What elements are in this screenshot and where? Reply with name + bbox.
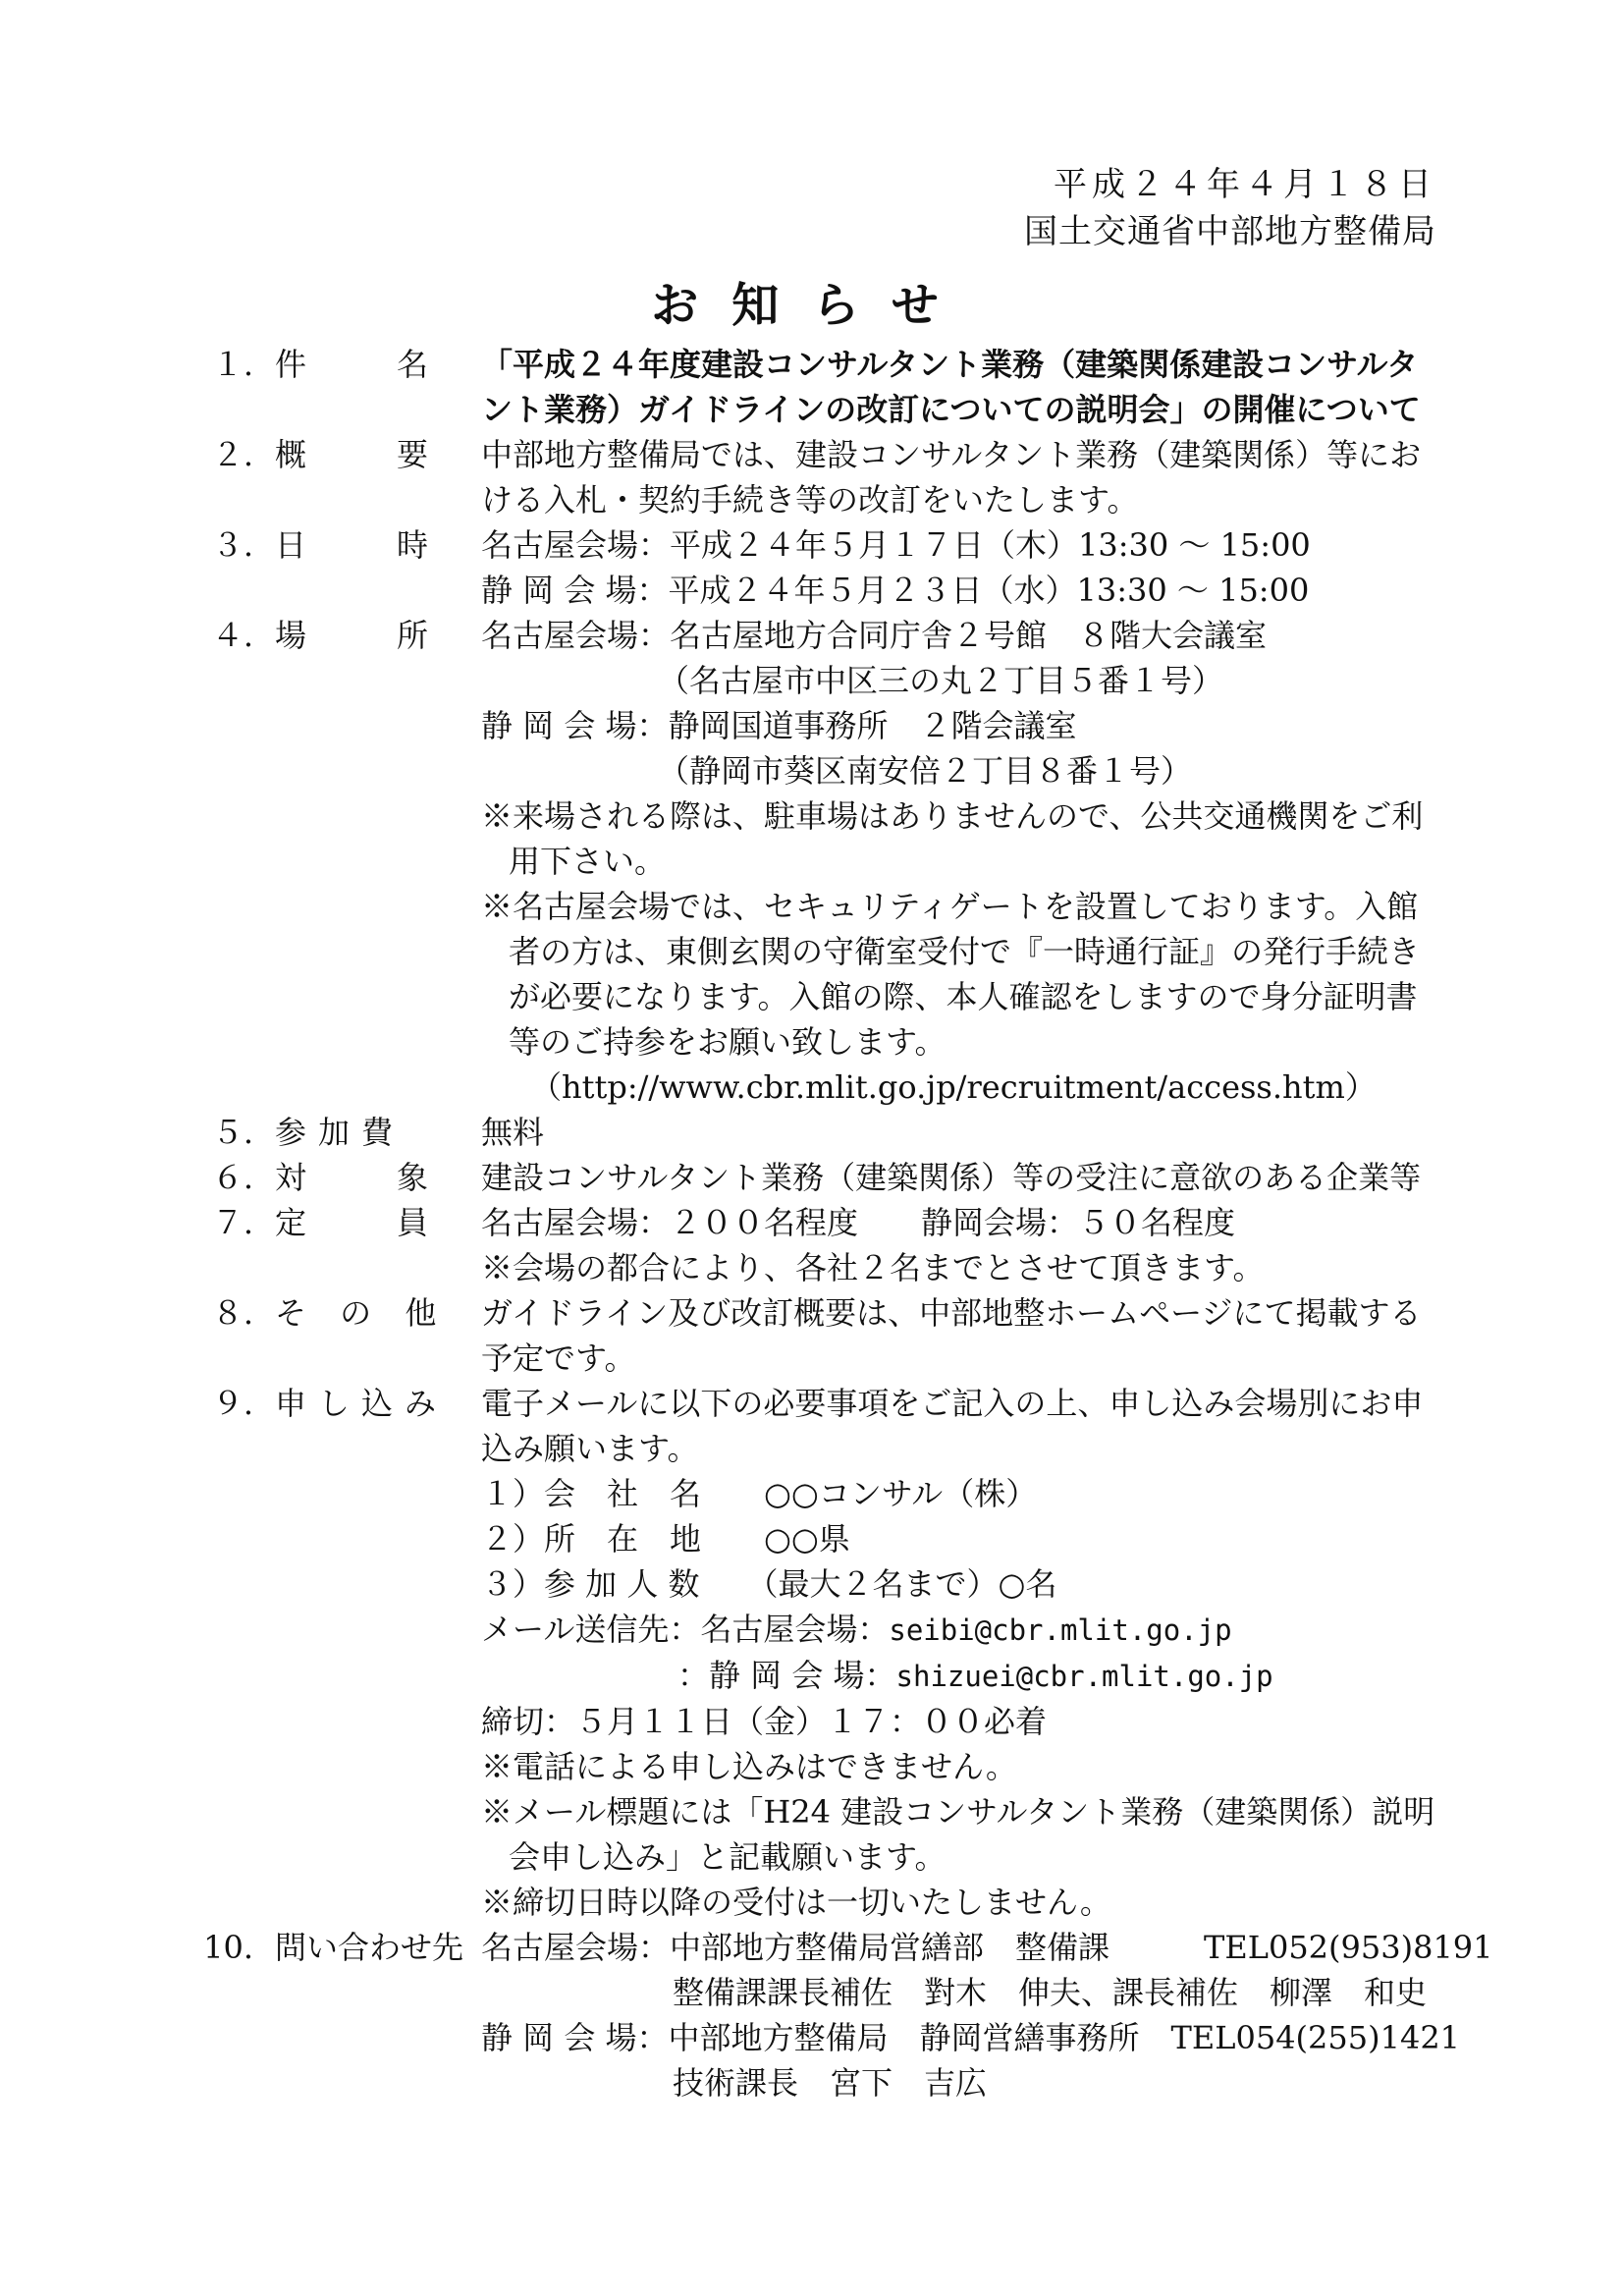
contact-shizuoka: 静 岡 会 場：中部地方整備局 静岡営繕事務所 TEL054(255)1421 [481,2019,1461,2056]
section-overview [196,432,1443,522]
mail-shizuoka-row [481,1653,1443,1699]
section-application [196,1381,1443,1925]
contact-nagoya-persons: 整備課課長補佐 對木 伸夫、課長補佐 柳澤 和史 [673,1974,1428,2011]
subject-line: 「平成２４年度建設コンサルタント業務（建築関係建設コンサルタ [481,346,1419,383]
section-number: １. [211,346,253,383]
section-number: ５. [211,1114,253,1151]
section-number: ８. [211,1294,253,1332]
section-target [196,1155,1443,1200]
section-label: 対 象 [275,1159,459,1196]
mail-nagoya-label: メール送信先：名古屋会場： [481,1611,890,1648]
access-url[interactable]: （http://www.cbr.mlit.go.jp/recruitment/access.htm） [530,1068,1377,1106]
other-line: ガイドライン及び改訂概要は、中部地整ホームページにて掲載する [481,1294,1422,1332]
page-title: お知らせ [651,278,972,333]
security-note: 者の方は、東側玄関の守衛室受付で『一時通行証』の発行手続き [509,933,1421,970]
other-line: 予定です。 [481,1339,636,1377]
section-label: 申し込み [275,1385,449,1422]
required-item-location: ２）所 在 地 ○○県 [481,1520,850,1558]
section-contact [196,1925,1493,2105]
section-number: ９. [211,1385,253,1422]
section-number: 10. [203,1929,253,1966]
section-number: ７. [211,1204,253,1241]
application-line: 込み願います。 [481,1430,699,1467]
application-line: 電子メールに以下の必要事項をご記入の上、申し込み会場別にお申 [481,1385,1424,1422]
security-note: 等のご持参をお願い致します。 [509,1023,947,1061]
section-label: 定 員 [275,1204,459,1241]
capacity-text: 名古屋会場：２００名程度 静岡会場：５０名程度 [481,1204,1236,1241]
section-number: ４. [211,617,253,654]
section-label: 参加費 [275,1114,406,1151]
section-number: ３. [211,526,253,564]
late-note: ※締切日時以降の受付は一切いたしません。 [481,1884,1111,1921]
security-note: ※名古屋会場では、セキュリティゲートを設置しております。入館 [481,888,1419,925]
section-number: ２. [211,436,253,473]
target-text: 建設コンサルタント業務（建築関係）等の受注に意欲のある企業等 [481,1159,1422,1196]
section-label: 件 名 [275,346,459,383]
sections [196,342,1493,2105]
deadline: 締切：５月１１日（金）１７：００必着 [481,1703,1048,1740]
overview-line: ける入札・契約手続き等の改訂をいたします。 [481,481,1139,519]
subject-note: 会申し込み」と記載願います。 [509,1838,947,1876]
mail-shizuoka-label: ：静 岡 会 場： [677,1657,896,1694]
address-nagoya: （名古屋市中区三の丸２丁目５番１号） [658,662,1224,699]
address-shizuoka: （静岡市葵区南安倍２丁目８番１号） [658,752,1193,790]
section-label: 概 要 [275,436,459,473]
capacity-note: ※会場の都合により、各社２名までとさせて頂きます。 [481,1249,1265,1286]
datetime-nagoya: 名古屋会場：平成２４年５月１７日（木）13:30 ～ 15:00 [481,526,1311,564]
parking-note: ※来場される際は、駐車場はありませんので、公共交通機関をご利 [481,797,1424,835]
section-fee [196,1110,1443,1155]
mail-nagoya-row [481,1607,1443,1653]
contact-nagoya: 名古屋会場：中部地方整備局営繕部 整備課 TEL052(953)8191 [481,1929,1493,1966]
section-number: ６. [211,1159,253,1196]
datetime-shizuoka: 静 岡 会 場：平成２４年５月２３日（水）13:30 ～ 15:00 [481,572,1310,609]
overview-line: 中部地方整備局では、建設コンサルタント業務（建築関係）等にお [481,436,1422,473]
mail-nagoya-address[interactable]: seibi@cbr.mlit.go.jp [889,1613,1232,1647]
section-other [196,1290,1443,1381]
issuer: 国土交通省中部地方整備局 [1024,212,1436,251]
mail-shizuoka-address[interactable]: shizuei@cbr.mlit.go.jp [895,1660,1273,1693]
section-label: 問い合わせ先 [275,1929,464,1966]
section-label: そ の 他 [275,1294,449,1332]
section-capacity [196,1200,1443,1290]
venue-shizuoka: 静 岡 会 場：静岡国道事務所 ２階会議室 [481,707,1077,744]
venue-nagoya: 名古屋会場：名古屋地方合同庁舎２号館 ８階大会議室 [481,617,1268,654]
section-venue [196,613,1443,1110]
section-subject [196,342,1443,432]
issue-date: 平成２４年４月１８日 [1054,165,1436,204]
subject-line: ント業務）ガイドラインの改訂についての説明会」の開催について [481,391,1421,428]
section-label: 日 時 [275,526,459,564]
required-item-attendees: ３）参 加 人 数 （最大２名まで）○名 [481,1565,1057,1603]
required-item-company: １）会 社 名 ○○コンサル（株） [481,1475,1038,1512]
section-datetime [196,522,1443,613]
section-label: 場 所 [275,617,459,654]
fee-text: 無料 [481,1114,545,1151]
subject-note: ※メール標題には「H24 建設コンサルタント業務（建築関係）説明 [481,1793,1435,1831]
parking-note: 用下さい。 [509,843,667,880]
phone-note: ※電話による申し込みはできません。 [481,1748,1017,1785]
security-note: が必要になります。入館の際、本人確認をしますので身分証明書 [509,978,1418,1015]
contact-shizuoka-person: 技術課長 宮下 吉広 [673,2064,988,2102]
